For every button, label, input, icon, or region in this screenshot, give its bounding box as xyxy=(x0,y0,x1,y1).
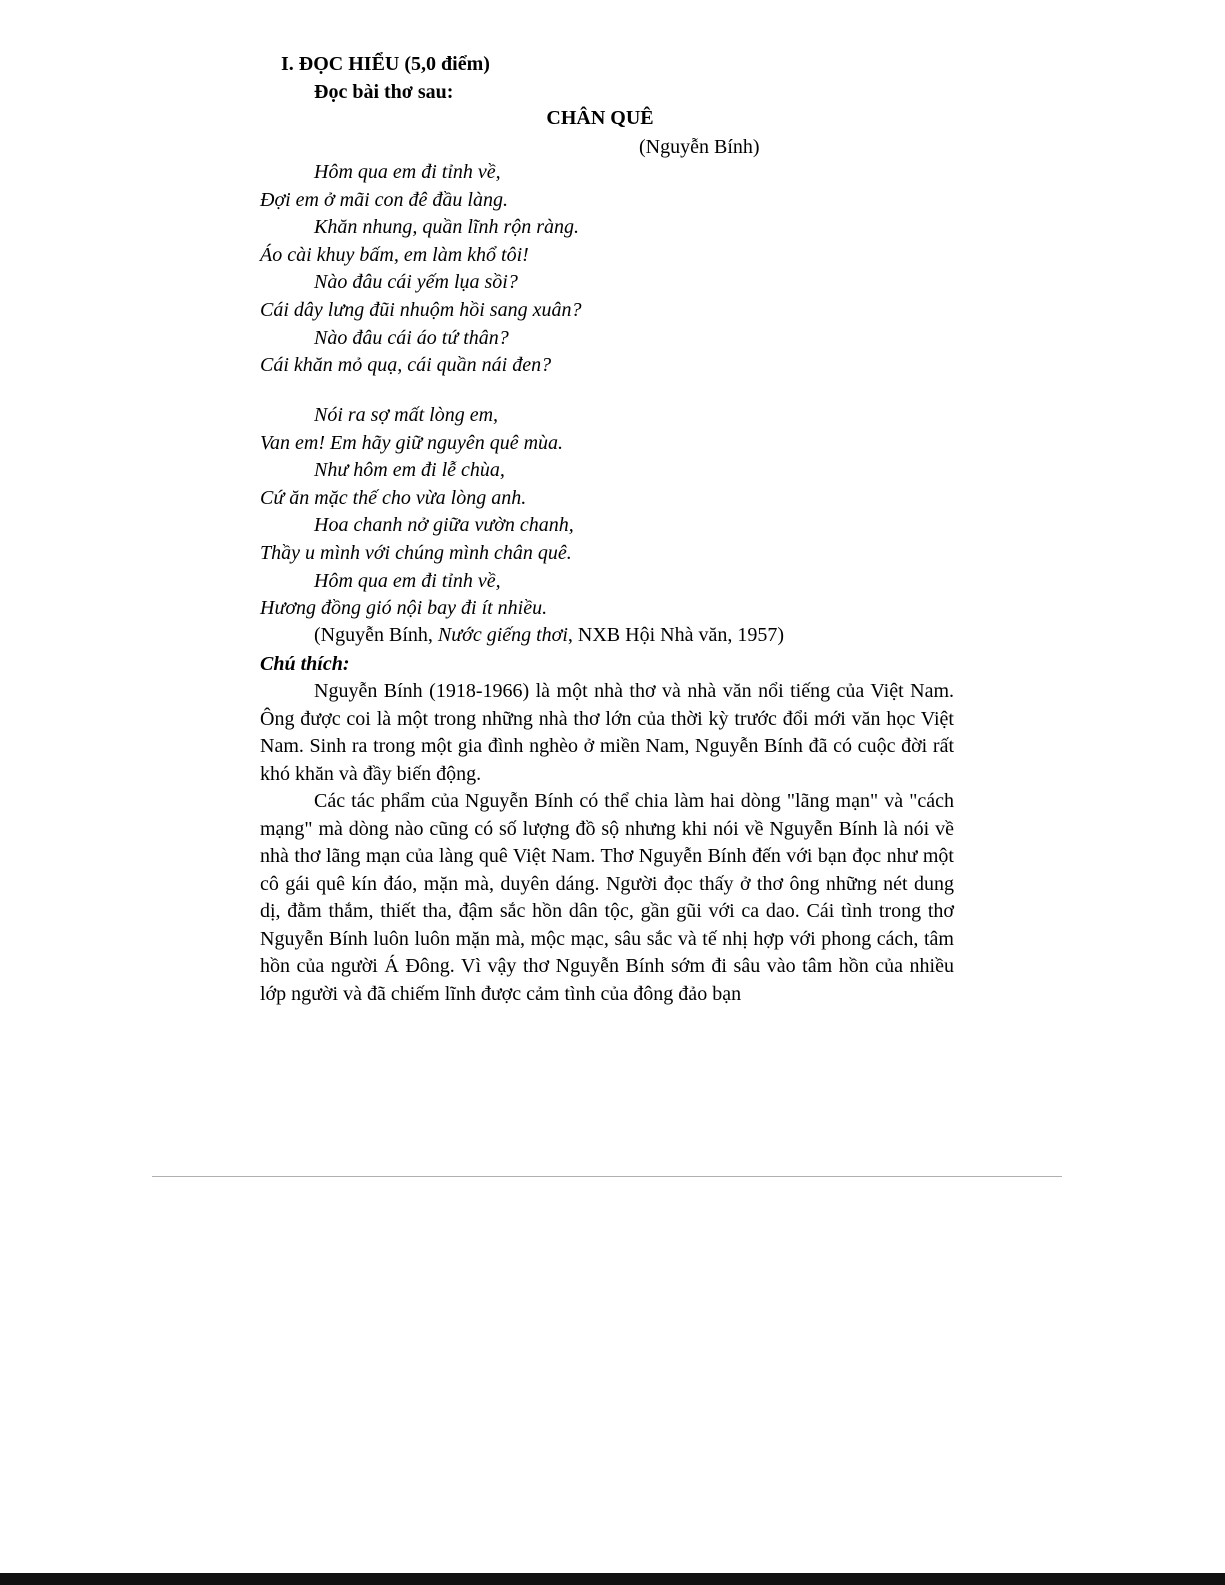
poem-line: Khăn nhung, quần lĩnh rộn ràng. xyxy=(314,216,580,239)
poem-line: Áo cài khuy bấm, em làm khổ tôi! xyxy=(260,243,529,266)
poem-author: (Nguyễn Bính) xyxy=(639,136,760,158)
reading-instruction: Đọc bài thơ sau: xyxy=(314,81,454,103)
poem-source xyxy=(314,622,784,648)
source-book-title: Nước giếng thơi xyxy=(437,624,568,646)
poem-line: Hôm qua em đi tỉnh về, xyxy=(314,161,501,183)
notes-paragraph-1: Nguyễn Bính (1918-1966) là một nhà thơ và nhà văn nổi tiếng của Việt Nam. Ông được coi là một trong những nhà thơ lớn của thời kỳ trước đổi mới văn học Việt Nam. Sinh ra trong một gia đình nghèo ở miền Nam, Nguyễn Bính đã có cuộc đời rất khó khăn và đầy biến động. xyxy=(260,680,954,785)
bottom-edge-bar xyxy=(0,1573,1225,1585)
notes-heading: Chú thích: xyxy=(260,653,350,675)
poem-line: Nào đâu cái áo tứ thân? xyxy=(314,326,509,349)
poem-line: Nói ra sợ mất lòng em, xyxy=(314,404,499,426)
poem-line: Cứ ăn mặc thế cho vừa lòng anh. xyxy=(260,486,527,509)
poem-line: Van em! Em hãy giữ nguyên quê mùa. xyxy=(260,431,564,454)
notes-paragraph-2: Các tác phẩm của Nguyễn Bính có thể chia làm hai dòng "lãng mạn" và "cách mạng" mà dòng nào cũng có số lượng đồ sộ nhưng khi nói về Nguyễn Bính là nói về nhà thơ lãng mạn của làng quê Việt Nam. Thơ Nguyễn Bính đến với bạn đọc như một cô gái quê kín đáo, mặn mà, duyên dáng. Người đọc thấy ở thơ ông những nét dung dị, đằm thắm, thiết tha, đậm sắc hồn dân tộc, gần gũi với ca dao. Cái tình trong thơ Nguyễn Bính luôn luôn mặn mà, mộc mạc, sâu sắc và tế nhị hợp với phong cách, tâm hồn của người Á Đông. Vì vậy thơ Nguyễn Bính sớm đi sâu vào tâm hồn của nhiều lớp người và đã chiếm lĩnh được cảm tình của đông đảo bạn xyxy=(260,790,954,1005)
page-divider xyxy=(152,1176,1062,1177)
poem-line: Hôm qua em đi tỉnh về, xyxy=(314,569,501,592)
poem-stanza-1 xyxy=(260,159,581,380)
poem-line: Cái khăn mỏ quạ, cái quần nái đen? xyxy=(260,354,552,377)
poem-line: Hương đồng gió nội bay đi ít nhiều. xyxy=(260,597,548,620)
poem-line: Nào đâu cái yếm lụa sồi? xyxy=(314,271,518,294)
section-heading: I. ĐỌC HIỂU (5,0 điểm) xyxy=(281,53,490,75)
poem-stanza-2 xyxy=(260,402,574,623)
poem-line: Đợi em ở mãi con đê đầu làng. xyxy=(260,188,508,211)
poem-line: Thầy u mình với chúng mình chân quê. xyxy=(260,541,572,564)
source-suffix: , NXB Hội Nhà văn, 1957) xyxy=(567,624,785,646)
poem-line: Hoa chanh nở giữa vườn chanh, xyxy=(314,514,574,537)
poem-line: Như hôm em đi lễ chùa, xyxy=(314,459,505,482)
poem-line: Cái dây lưng đũi nhuộm hồi sang xuân? xyxy=(260,298,582,321)
source-prefix: (Nguyễn Bính, xyxy=(314,624,438,646)
poem-title: CHÂN QUÊ xyxy=(546,107,654,129)
